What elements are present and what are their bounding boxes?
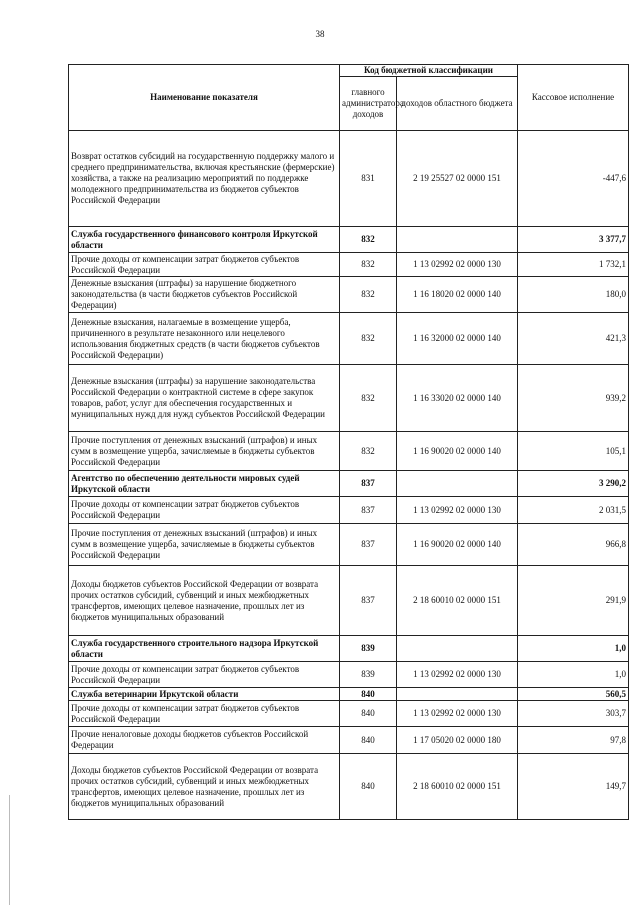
row-income-code: 1 16 32000 02 0000 140 bbox=[397, 313, 518, 365]
row-admin-code: 839 bbox=[340, 662, 397, 688]
table-row bbox=[69, 701, 629, 727]
table-row bbox=[69, 131, 629, 227]
row-admin-code: 832 bbox=[340, 227, 397, 253]
header-income: доходов областного бюджета bbox=[397, 77, 518, 131]
row-amount: 966,8 bbox=[518, 524, 629, 566]
row-income-code: 1 13 02992 02 0000 130 bbox=[397, 701, 518, 727]
row-income-code: 1 13 02992 02 0000 130 bbox=[397, 497, 518, 524]
row-amount: 291,9 bbox=[518, 566, 629, 636]
row-name: Прочие поступления от денежных взысканий (штрафов) и иных сумм в возмещение ущерба, зачисляемые в бюджеты субъектов Российской Федерации bbox=[69, 524, 340, 566]
table-row bbox=[69, 727, 629, 754]
row-amount: 2 031,5 bbox=[518, 497, 629, 524]
row-income-code bbox=[397, 227, 518, 253]
row-income-code: 2 18 60010 02 0000 151 bbox=[397, 566, 518, 636]
row-name: Доходы бюджетов субъектов Российской Федерации от возврата прочих остатков субсидий, субвенций и иных межбюджетных трансфертов, имеющих целевое назначение, прошлых лет из бюджетов муниципальных образований bbox=[69, 754, 340, 820]
row-admin-code: 837 bbox=[340, 524, 397, 566]
budget-table bbox=[68, 64, 629, 820]
row-name: Возврат остатков субсидий на государственную поддержку малого и среднего предпринимательства, включая крестьянские (фермерские) хозяйства, а также на реализацию мероприятий по поддержке молодежного предпринимательства из бюджетов субъектов Российской Федерации bbox=[69, 131, 340, 227]
row-amount: 303,7 bbox=[518, 701, 629, 727]
row-amount: 939,2 bbox=[518, 365, 629, 432]
row-amount: 180,0 bbox=[518, 277, 629, 313]
row-name: Прочие доходы от компенсации затрат бюджетов субъектов Российской Федерации bbox=[69, 253, 340, 277]
row-admin-code: 840 bbox=[340, 701, 397, 727]
row-admin-code: 839 bbox=[340, 636, 397, 662]
page-number: 38 bbox=[315, 29, 325, 39]
row-income-code: 1 16 18020 02 0000 140 bbox=[397, 277, 518, 313]
row-admin-code: 832 bbox=[340, 313, 397, 365]
row-amount: -447,6 bbox=[518, 131, 629, 227]
row-income-code: 1 16 90020 02 0000 140 bbox=[397, 524, 518, 566]
table-row bbox=[69, 313, 629, 365]
row-admin-code: 832 bbox=[340, 432, 397, 471]
header-execution: Кассовое исполнение bbox=[518, 65, 629, 131]
table-row bbox=[69, 432, 629, 471]
row-admin-code: 840 bbox=[340, 754, 397, 820]
table-header bbox=[69, 65, 629, 131]
row-amount: 421,3 bbox=[518, 313, 629, 365]
row-name: Служба государственного финансового контроля Иркутской области bbox=[69, 227, 340, 253]
row-income-code: 1 16 90020 02 0000 140 bbox=[397, 432, 518, 471]
table-row bbox=[69, 277, 629, 313]
header-classification-group: Код бюджетной классификации bbox=[340, 65, 518, 77]
row-income-code: 2 19 25527 02 0000 151 bbox=[397, 131, 518, 227]
row-admin-code: 840 bbox=[340, 688, 397, 701]
header-admin: главного администратора доходов bbox=[340, 77, 397, 131]
row-income-code: 1 16 33020 02 0000 140 bbox=[397, 365, 518, 432]
row-name: Денежные взыскания (штрафы) за нарушение бюджетного законодательства (в части бюджетов субъектов Российской Федерации) bbox=[69, 277, 340, 313]
row-income-code bbox=[397, 688, 518, 701]
row-amount: 3 290,2 bbox=[518, 471, 629, 497]
row-income-code: 1 13 02992 02 0000 130 bbox=[397, 253, 518, 277]
row-name: Прочие доходы от компенсации затрат бюджетов субъектов Российской Федерации bbox=[69, 701, 340, 727]
margin-mark bbox=[9, 795, 10, 905]
table-row bbox=[69, 365, 629, 432]
table-row bbox=[69, 662, 629, 688]
row-income-code: 1 13 02992 02 0000 130 bbox=[397, 662, 518, 688]
row-name: Прочие неналоговые доходы бюджетов субъектов Российской Федерации bbox=[69, 727, 340, 754]
row-amount: 149,7 bbox=[518, 754, 629, 820]
row-admin-code: 831 bbox=[340, 131, 397, 227]
row-name: Прочие доходы от компенсации затрат бюджетов субъектов Российской Федерации bbox=[69, 662, 340, 688]
row-name: Доходы бюджетов субъектов Российской Федерации от возврата прочих остатков субсидий, субвенций и иных межбюджетных трансфертов, имеющих целевое назначение, прошлых лет из бюджетов муниципальных образований bbox=[69, 566, 340, 636]
table-row bbox=[69, 253, 629, 277]
row-name: Прочие поступления от денежных взысканий (штрафов) и иных сумм в возмещение ущерба, зачисляемые в бюджеты субъектов Российской Федерации bbox=[69, 432, 340, 471]
table-row bbox=[69, 566, 629, 636]
row-income-code bbox=[397, 636, 518, 662]
table-row bbox=[69, 497, 629, 524]
row-admin-code: 837 bbox=[340, 566, 397, 636]
row-name: Служба ветеринарии Иркутской области bbox=[69, 688, 340, 701]
row-admin-code: 832 bbox=[340, 365, 397, 432]
row-admin-code: 837 bbox=[340, 471, 397, 497]
row-amount: 1,0 bbox=[518, 662, 629, 688]
header-name: Наименование показателя bbox=[69, 65, 340, 131]
group-row bbox=[69, 688, 629, 701]
row-name: Денежные взыскания (штрафы) за нарушение законодательства Российской Федерации о контрактной системе в сфере закупок товаров, работ, услуг для обеспечения государственных и муниципальных нужд для нужд субъектов Российской Федерации bbox=[69, 365, 340, 432]
row-name: Служба государственного строительного надзора Иркутской области bbox=[69, 636, 340, 662]
row-admin-code: 840 bbox=[340, 727, 397, 754]
row-amount: 3 377,7 bbox=[518, 227, 629, 253]
table-body bbox=[69, 131, 629, 820]
row-name: Денежные взыскания, налагаемые в возмещение ущерба, причиненного в результате незаконного или нецелевого использования бюджетных средств (в части бюджетов субъектов Российской Федерации) bbox=[69, 313, 340, 365]
row-amount: 105,1 bbox=[518, 432, 629, 471]
row-income-code bbox=[397, 471, 518, 497]
row-amount: 1,0 bbox=[518, 636, 629, 662]
table-row bbox=[69, 754, 629, 820]
group-row bbox=[69, 636, 629, 662]
row-amount: 1 732,1 bbox=[518, 253, 629, 277]
row-admin-code: 832 bbox=[340, 277, 397, 313]
row-amount: 560,5 bbox=[518, 688, 629, 701]
row-name: Прочие доходы от компенсации затрат бюджетов субъектов Российской Федерации bbox=[69, 497, 340, 524]
row-income-code: 1 17 05020 02 0000 180 bbox=[397, 727, 518, 754]
group-row bbox=[69, 227, 629, 253]
row-amount: 97,8 bbox=[518, 727, 629, 754]
group-row bbox=[69, 471, 629, 497]
row-name: Агентство по обеспечению деятельности мировых судей Иркутской области bbox=[69, 471, 340, 497]
row-admin-code: 832 bbox=[340, 253, 397, 277]
table-row bbox=[69, 524, 629, 566]
row-income-code: 2 18 60010 02 0000 151 bbox=[397, 754, 518, 820]
row-admin-code: 837 bbox=[340, 497, 397, 524]
